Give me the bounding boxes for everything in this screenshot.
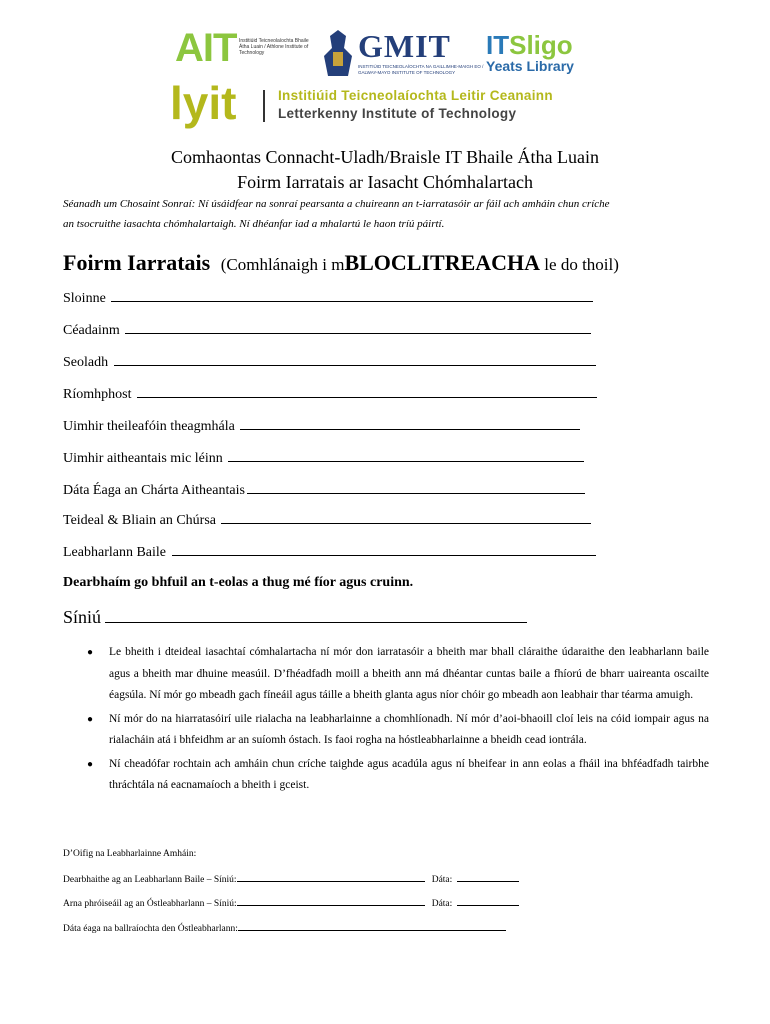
- bullet-icon: ●: [87, 647, 94, 658]
- list-item-text: Ní cheadófar rochtain ach amháin chun críche taighde agus acadúla agus ní bheifear in ann eolas a fháil ina bhféadfadh tairbhe thráchtála ná eacnamaíoch a bheith i gceist.: [109, 757, 709, 791]
- office-label: Dáta éaga na ballraíochta den Óstleabharlann:: [63, 924, 238, 934]
- field-phone[interactable]: [63, 419, 580, 435]
- signature-line[interactable]: [237, 905, 425, 906]
- lyit-logo: [170, 77, 600, 130]
- field-line[interactable]: [221, 523, 591, 524]
- lyit-divider: [263, 90, 265, 122]
- yeats-library-label: Yeats Library: [486, 58, 574, 74]
- gmit-emblem-icon: [318, 26, 358, 84]
- date-line[interactable]: [238, 930, 506, 931]
- list-item-text: Le bheith i dteideal iasachtaí cómhalartacha ní mór don iarratasóir a bheith mar bhall cláraithe údaraithe den leabharlann baile agus a bheith mar dhuine measúil. D’fhéadfadh moill a bheith ann má dhéantar cuntas baile a fhíorú de bharr uaireanta oscailte éagsúla. Ní mór go mbeadh gach fíneáil agus táille a bheith glanta agus níor chóir go mbeadh aon leabhair thar téarma amuigh.: [109, 646, 709, 701]
- bullet-icon: ●: [87, 758, 94, 770]
- field-surname[interactable]: [63, 291, 593, 307]
- signature-field[interactable]: [63, 607, 527, 628]
- list-item: [87, 754, 709, 797]
- form-instruction-post: le do thoil): [540, 255, 619, 274]
- field-label: Leabharlann Baile: [63, 545, 167, 560]
- office-label: Dearbhaithe ag an Leabharlann Baile – Síniú:: [63, 875, 237, 885]
- page-title: Comhaontas Connacht-Uladh/Braisle IT Bhaile Átha Luain: [170, 147, 600, 167]
- sligo-logo-word: Sligo: [509, 30, 573, 60]
- field-label: Ríomhphost: [63, 387, 132, 402]
- field-line[interactable]: [125, 333, 591, 334]
- lyit-english-name: Letterkenny Institute of Technology: [278, 106, 517, 121]
- privacy-notice-line-1: Séanadh um Chosaint Sonraí: Ní úsáidfear na sonraí pearsanta a chuireann an t-iarratasóir ar fáil ach amháin chun críche: [63, 198, 610, 210]
- field-student-id[interactable]: [63, 451, 584, 467]
- field-address[interactable]: [63, 355, 596, 371]
- sligo-logo-it: IT: [486, 30, 510, 60]
- privacy-notice-line-2: an tsocruithe iasachta chómhalartaigh. Ní dhéanfar iad a mhalartú le haon tríú páirtí.: [63, 218, 445, 230]
- field-email[interactable]: [63, 387, 597, 403]
- conditions-list: [87, 642, 709, 797]
- list-item: [87, 709, 709, 752]
- signature-line[interactable]: [105, 622, 527, 623]
- date-label: Dáta:: [431, 875, 453, 885]
- ait-logo-subtitle: Institiúid Teicneolaíochta Bhaile Átha Luain / Athlone Institute of Technology: [239, 38, 309, 56]
- field-label: Uimhir aitheantais mic léinn: [63, 451, 223, 466]
- lyit-logo-word: lyit: [170, 77, 237, 129]
- date-line[interactable]: [457, 881, 519, 882]
- ait-logo: [175, 26, 309, 76]
- office-row-home-library: [63, 875, 519, 885]
- form-instruction-pre: (Comhlánaigh i m: [220, 255, 345, 274]
- date-line[interactable]: [457, 905, 519, 906]
- signature-label: Síniú: [63, 607, 102, 627]
- field-line[interactable]: [247, 493, 585, 494]
- field-label: Dáta Éaga an Chárta Aitheantais: [63, 483, 245, 498]
- office-row-membership-expiry: [63, 924, 506, 934]
- gmit-logo: [318, 26, 484, 86]
- field-line[interactable]: [137, 397, 597, 398]
- list-item: [87, 642, 709, 707]
- field-id-card-expiry[interactable]: [63, 483, 585, 499]
- field-home-library[interactable]: [63, 545, 596, 561]
- field-label: Teideal & Bliain an Chúrsa: [63, 513, 216, 528]
- field-label: Seoladh: [63, 355, 109, 370]
- field-course-title-year[interactable]: [63, 513, 591, 529]
- form-instruction: [220, 250, 619, 275]
- date-label: Dáta:: [431, 899, 453, 909]
- declaration: Dearbhaím go bhfuil an t-eolas a thug mé fíor agus cruinn.: [63, 575, 414, 590]
- page-subtitle: Foirm Iarratais ar Iasacht Chómhalartach: [237, 172, 533, 192]
- list-item-text: Ní mór do na hiarratasóirí uile rialacha na leabharlainne a chomhlíonadh. Ní mór d’aoi-bhaoill cloí leis na cóid iompair agus na rialacháin atá i bhfeidhm ar an suíomh óstach. Is faoi rogha na hóstleabharlainne a bheidh cead iontrála.: [109, 712, 709, 746]
- office-label: Arna phróiseáil ag an Óstleabharlann – Síniú:: [63, 899, 237, 909]
- field-label: Uimhir theileafóin theagmhála: [63, 419, 235, 434]
- bullet-icon: ●: [87, 713, 94, 725]
- it-sligo-logo: [486, 32, 586, 76]
- office-use-heading: D’Oifig na Leabharlainne Amháin:: [63, 849, 197, 859]
- form-instruction-bold: BLOCLITREACHA: [344, 250, 541, 275]
- field-line[interactable]: [240, 429, 580, 430]
- form-heading-title: Foirm Iarratais: [63, 250, 211, 275]
- lyit-irish-name: Institiúid Teicneolaíochta Leitir Ceanainn: [278, 88, 553, 103]
- field-line[interactable]: [228, 461, 584, 462]
- gmit-logo-word: GMIT: [358, 28, 451, 64]
- gmit-logo-subtitle: INSTITIÚID TEICNEOLAÍOCHTA NA GAILLIMHE-MAIGH EO / GALWAY-MAYO INSTITUTE OF TECHNOLOGY: [358, 64, 484, 75]
- form-heading: [63, 250, 619, 276]
- signature-line[interactable]: [237, 881, 425, 882]
- field-first-name[interactable]: [63, 323, 591, 339]
- field-label: Céadainm: [63, 323, 120, 338]
- field-line[interactable]: [111, 301, 593, 302]
- office-row-host-library: [63, 899, 519, 909]
- ait-logo-word: AIT: [175, 26, 237, 70]
- field-line[interactable]: [172, 555, 596, 556]
- field-label: Sloinne: [63, 291, 106, 306]
- field-line[interactable]: [114, 365, 596, 366]
